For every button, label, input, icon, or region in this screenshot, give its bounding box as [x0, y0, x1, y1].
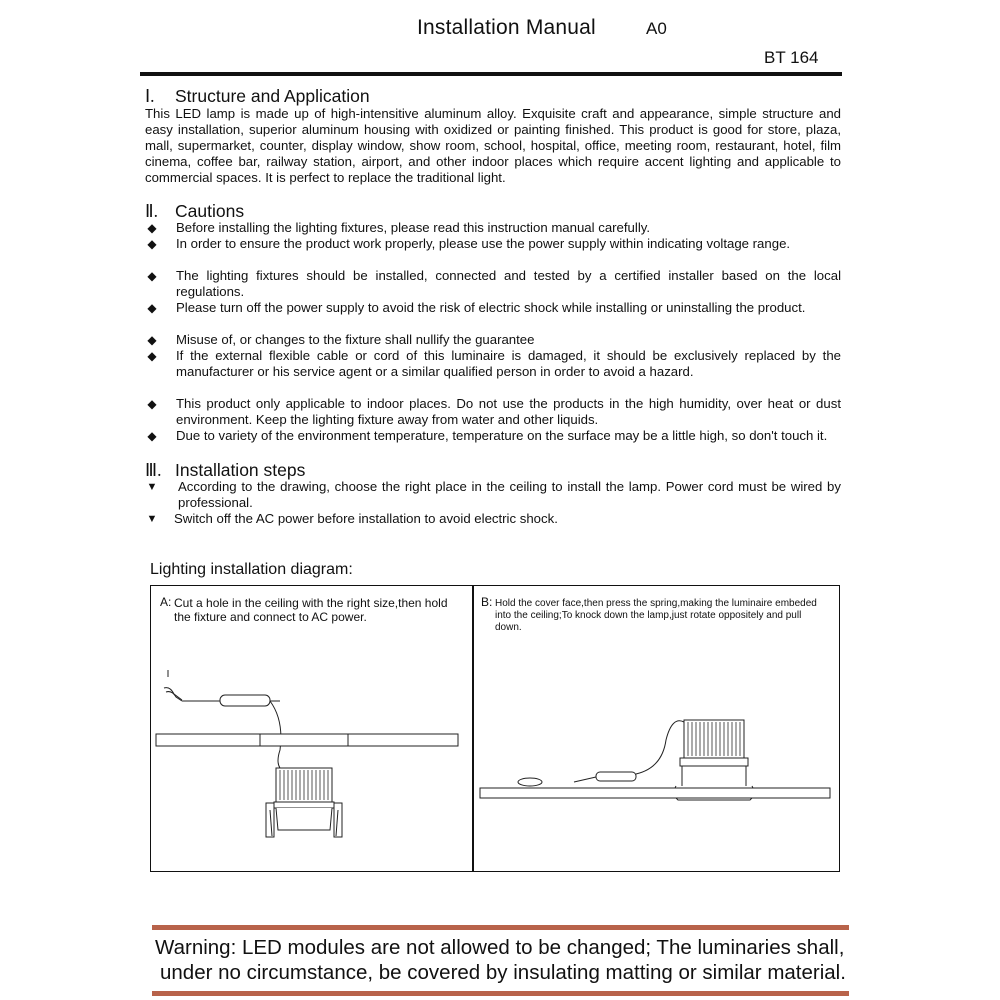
- triangle-bullet-icon: ▼: [146, 481, 158, 493]
- caution-item: [145, 348, 841, 380]
- warning-text-line: under no circumstance, be covered by insulating matting or similar material.: [160, 961, 846, 984]
- caution-item: [145, 220, 841, 236]
- caution-text: Misuse of, or changes to the fixture shall nullify the guarantee: [176, 332, 535, 347]
- installation-step: [145, 479, 841, 511]
- downlight-fixture-icon: [266, 768, 342, 837]
- section-structure-body: This LED lamp is made up of high-intensitive aluminum alloy. Exquisite craft and appearance, simple structure and easy installation, superior aluminum housing with oxidized or painting finished. This product is good for store, plaza, mall, supermarket, counter, display window, show room, school, hospital, office, meeting room, restaurant, hotel, film cinema, coffee bar, railway station, airport, and other indoor places which require accent lighting and applicable to commercial spaces. It is perfect to replace the traditional light.: [145, 106, 841, 185]
- ceiling-panel: [156, 734, 260, 746]
- section-number: Ⅰ.: [145, 86, 155, 106]
- panel-b-label: B:: [481, 595, 493, 609]
- caution-item: [145, 428, 841, 444]
- diamond-bullet-icon: ◆: [147, 429, 157, 443]
- step-text: According to the drawing, choose the right place in the ceiling to install the lamp. Power cord must be wired by professional.: [178, 479, 841, 510]
- section-title: Cautions: [175, 201, 245, 221]
- driver-box-icon: [220, 695, 270, 706]
- panel-a-label: A:: [160, 595, 172, 609]
- document-version: A0: [646, 19, 667, 38]
- header-divider: [140, 72, 842, 76]
- triangle-bullet-icon: ▼: [146, 513, 158, 525]
- diamond-bullet-icon: ◆: [147, 237, 157, 251]
- diamond-bullet-icon: ◆: [147, 349, 157, 363]
- caution-item: [145, 396, 841, 428]
- section-installation-heading: [145, 460, 305, 480]
- section-cautions-heading: [145, 201, 244, 221]
- installation-step: [145, 511, 841, 527]
- caution-text: If the external flexible cable or cord of this luminaire is damaged, it should be exclusively replaced by the manufacturer or his service agent or a similar qualified person in order to avoid a hazard.: [176, 348, 841, 379]
- step-text: Switch off the AC power before installation to avoid electric shock.: [174, 511, 558, 526]
- warning-rule-bottom: [152, 991, 849, 996]
- diagram-divider: [472, 585, 474, 872]
- diamond-bullet-icon: ◆: [147, 333, 157, 347]
- driver-box-icon: [596, 772, 636, 781]
- connector-icon: [518, 778, 542, 786]
- document-title: Installation Manual: [417, 16, 596, 39]
- panel-a-drawing: [152, 660, 470, 870]
- caution-item: [145, 332, 841, 348]
- panel-b-drawing: [476, 700, 836, 810]
- panel-a-text: Cut a hole in the ceiling with the right size,then hold the fixture and connect to AC power.: [174, 596, 448, 624]
- section-structure-heading: [145, 86, 370, 106]
- caution-text: The lighting fixtures should be installed, connected and tested by a certified installer based on the local regulations.: [176, 268, 841, 299]
- caution-item: [145, 236, 841, 252]
- power-cord: [636, 721, 684, 774]
- section-title: Installation steps: [175, 460, 306, 480]
- section-number: Ⅲ.: [145, 460, 162, 480]
- caution-item: [145, 300, 841, 316]
- diamond-bullet-icon: ◆: [147, 397, 157, 411]
- panel-b-text: Hold the cover face,then press the spring,making the luminaire embeded into the ceiling;To knock down the lamp,just rotate oppositely and pull down.: [495, 598, 817, 633]
- caution-text: Please turn off the power supply to avoid the risk of electric shock while installing or uninstalling the product.: [176, 300, 806, 315]
- ceiling-panel: [480, 788, 830, 798]
- caution-text: In order to ensure the product work properly, please use the power supply within indicating voltage range.: [176, 236, 791, 251]
- diamond-bullet-icon: ◆: [147, 269, 157, 283]
- warning-text-line: Warning: LED modules are not allowed to be changed; The luminaries shall,: [155, 936, 845, 959]
- caution-text: This product only applicable to indoor places. Do not use the products in the high humidity, over heat or dust environment. Keep the lighting fixture away from water and other liquids.: [176, 396, 841, 427]
- caution-text: Due to variety of the environment temperature, temperature on the surface may be a little high, so don't touch it.: [176, 428, 828, 443]
- model-number: BT 164: [764, 48, 819, 67]
- section-number: Ⅱ.: [145, 201, 158, 221]
- section-title: Structure and Application: [175, 86, 370, 106]
- diamond-bullet-icon: ◆: [147, 221, 157, 235]
- diamond-bullet-icon: ◆: [147, 301, 157, 315]
- warning-rule-top: [152, 925, 849, 930]
- diagram-caption: Lighting installation diagram:: [150, 561, 353, 578]
- caution-text: Before installing the lighting fixtures, please read this instruction manual carefully.: [176, 220, 651, 235]
- caution-item: [145, 268, 841, 300]
